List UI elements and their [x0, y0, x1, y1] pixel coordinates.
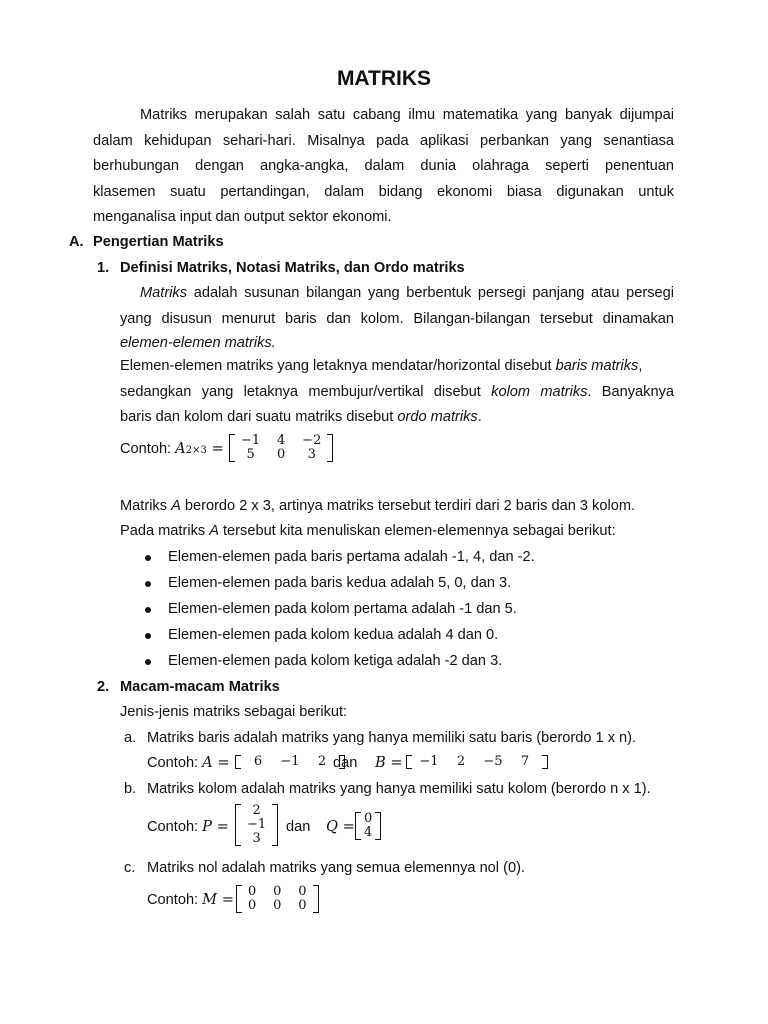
matrix-cell: 0: [273, 898, 282, 913]
matrix-row-b: [406, 755, 548, 769]
list-item: Elemen-elemen pada kolom pertama adalah -1 dan 5.: [168, 601, 517, 617]
matrix-cell: 2: [317, 754, 327, 769]
matrix-cell: 7: [520, 754, 530, 769]
example-a-label: Contoh: A2×3 =: [120, 440, 224, 457]
page-title: MATRIKS: [336, 67, 432, 90]
matrix-cell: 5: [246, 447, 255, 462]
matrix-column-p: [235, 804, 278, 846]
item-a-example-b-label: B =: [375, 754, 403, 771]
rows-line-1: Elemen-elemen matriks yang letaknya mendatar/horizontal disebut baris matriks,: [120, 358, 643, 374]
intro-line-3: berhubungan dengan angka-angka, dalam dunia olahraga seperti penentuan: [93, 158, 674, 174]
definition-line-1: Matriks adalah susunan bilangan yang berbentuk persegi panjang atau persegi: [140, 285, 674, 301]
matrix-column-q: [355, 812, 381, 840]
matrix-cell: 4: [277, 433, 286, 448]
matrix-cell: 4: [364, 825, 373, 840]
section-a-label: A.: [69, 234, 84, 250]
matrix-cell: 3: [307, 447, 316, 462]
matrix-cell: 6: [253, 754, 263, 769]
item-b-example-label: Contoh: P =: [147, 818, 229, 835]
definition-line-2: yang disusun menurut baris dan kolom. Bilangan-bilangan tersebut dinamakan: [120, 311, 674, 327]
rows-line-2: sedangkan yang letaknya membujur/vertikal disebut kolom matriks. Banyaknya: [120, 384, 674, 400]
intro-line-4: klasemen suatu pertandingan, dalam bidang ekonomi biasa digunakan untuk: [93, 184, 674, 200]
matrix-cell: −1: [419, 754, 439, 769]
intro-line-5: menganalisa input dan output sektor ekonomi.: [93, 209, 392, 225]
rows-line-3: baris dan kolom dari suatu matriks disebut ordo matriks.: [120, 409, 482, 425]
item-a-text: Matriks baris adalah matriks yang hanya memiliki satu baris (berordo 1 x n).: [147, 730, 637, 746]
matrix-cell: 0: [298, 884, 307, 899]
bullet-icon: [145, 607, 151, 613]
item-a-label: a.: [124, 730, 137, 746]
intro-line-1: Matriks merupakan salah satu cabang ilmu matematika yang banyak dijumpai: [140, 107, 674, 123]
bullet-icon: [145, 659, 151, 665]
section-a-title: Pengertian Matriks: [93, 234, 224, 250]
matrix-row-a: [235, 755, 345, 769]
matrix-cell: 0: [273, 884, 282, 899]
matrix-cell: 0: [364, 811, 373, 826]
matrix-cell: 0: [298, 898, 307, 913]
item-c-label: c.: [124, 860, 136, 876]
bullet-icon: [145, 581, 151, 587]
subsection-1-title: Definisi Matriks, Notasi Matriks, dan Ordo matriks: [120, 260, 465, 276]
bullet-icon: [145, 633, 151, 639]
order-line-1: Matriks A berordo 2 x 3, artinya matriks tersebut terdiri dari 2 baris dan 3 kolom.: [120, 498, 636, 514]
subsection-1-label: 1.: [97, 260, 110, 276]
item-a-example-label: Contoh: A =: [147, 754, 230, 771]
subsection-2-label: 2.: [97, 679, 110, 695]
list-item: Elemen-elemen pada kolom ketiga adalah -2 dan 3.: [168, 653, 503, 669]
and-text: dan: [286, 819, 311, 835]
item-b-text: Matriks kolom adalah matriks yang hanya memiliki satu kolom (berordo n x 1).: [147, 781, 651, 797]
item-c-text: Matriks nol adalah matriks yang semua elemennya nol (0).: [147, 860, 525, 876]
list-item: Elemen-elemen pada baris kedua adalah 5, 0, dan 3.: [168, 575, 512, 591]
bullet-icon: [145, 555, 151, 561]
matrix-zero: [236, 885, 319, 913]
matrix-cell: −1: [280, 754, 300, 769]
list-item: Elemen-elemen pada kolom kedua adalah 4 dan 0.: [168, 627, 499, 643]
matrix-cell: 2: [456, 754, 466, 769]
matrix-cell: 2: [252, 803, 261, 818]
list-item: Elemen-elemen pada baris pertama adalah -1, 4, dan -2.: [168, 549, 535, 565]
matrix-cell: −2: [302, 433, 322, 448]
types-intro: Jenis-jenis matriks sebagai berikut:: [120, 704, 348, 720]
matrix-cell: −5: [483, 754, 503, 769]
matrix-cell: 0: [248, 898, 257, 913]
item-c-example-label: Contoh: M =: [147, 891, 234, 908]
matrix-cell: −1: [241, 433, 261, 448]
intro-line-2: dalam kehidupan sehari-hari. Misalnya pada aplikasi perbankan yang senantiasa: [93, 133, 674, 149]
and-text: dan: [333, 755, 358, 771]
matrix-cell: 0: [248, 884, 257, 899]
subsection-2-title: Macam-macam Matriks: [120, 679, 280, 695]
definition-line-3: elemen-elemen matriks.: [120, 335, 276, 351]
matrix-cell: 0: [277, 447, 286, 462]
item-b-example-q-label: Q =: [326, 818, 355, 835]
item-b-label: b.: [124, 781, 137, 797]
order-line-2: Pada matriks A tersebut kita menuliskan elemen-elemennya sebagai berikut:: [120, 523, 616, 539]
matrix-cell: −1: [247, 817, 267, 832]
matrix-a: [229, 434, 333, 462]
matrix-cell: 3: [252, 831, 261, 846]
